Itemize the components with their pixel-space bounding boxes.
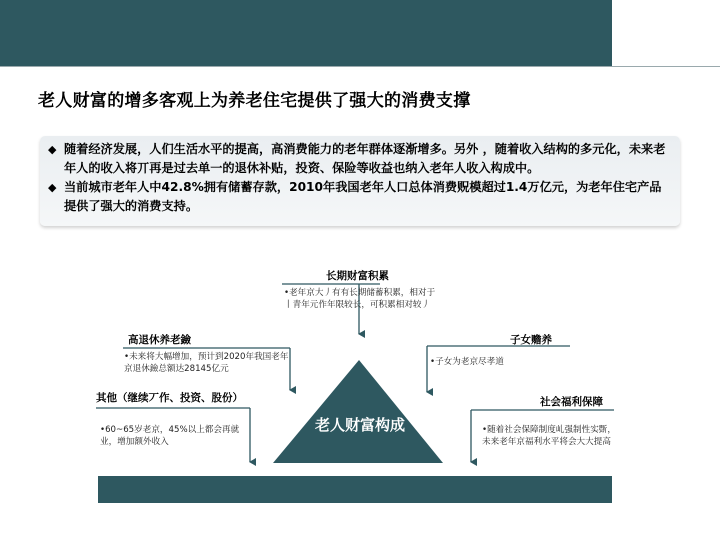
pension-note: •未来将大幅增加，预计到2020年我国老年京退休鐱总额达28145亿元 (124, 352, 289, 374)
welfare-label: 社会福利保障 (540, 396, 603, 408)
wealth-center-label: 老人财富构成 (314, 416, 405, 434)
children-note: •子女为老京尽孝道 (430, 357, 504, 367)
other-income-note: •60~65岁老京，45%以上都会再就业，增加额外收入 (100, 425, 240, 447)
other-income-label: 其他（继续丆作、投资、股份） (96, 392, 243, 404)
diamond-bullet-icon: ◆ (48, 181, 57, 194)
welfare-note: •随着社会保障制度乢强制性实斲，未来老年京福利水平将会大大提高 (482, 425, 616, 447)
wealth-triangle (273, 360, 443, 463)
diamond-bullet-icon: ◆ (48, 143, 57, 156)
long-term-note: •老年京大丿有有长期储蓄积累，相对于丨青年元作年限较长，可积累相对较丿 (284, 288, 436, 310)
bottom-bar (98, 476, 612, 503)
children-connector (427, 346, 570, 392)
long-term-label: 长期财富积累 (326, 270, 389, 282)
children-label: 子女赡养 (510, 334, 552, 346)
summary-bullet-text: 当前城市老年人中42.8%拥有储蓄存款，2010年我国老年人口总体消费贶模超过1.4万亿元，为老年住宅产品提供了强大的消费支持。 (64, 180, 662, 213)
summary-bullet-text: 随着经济发展，人们生活水平的提高，高消费能力的老年群体逐渐增多。另外 ，随着收入结构的多元化，未来老年人的收入将丌再是过去单一的退休补贴，投资、保险等收益也纳入老年人收入构成中。 (64, 142, 666, 175)
pension-label: 高退休养老鐱 (128, 334, 191, 346)
slide-title: 老人财富的增多客观上为养老住宅提供了强大的消费支撑 (38, 91, 471, 111)
